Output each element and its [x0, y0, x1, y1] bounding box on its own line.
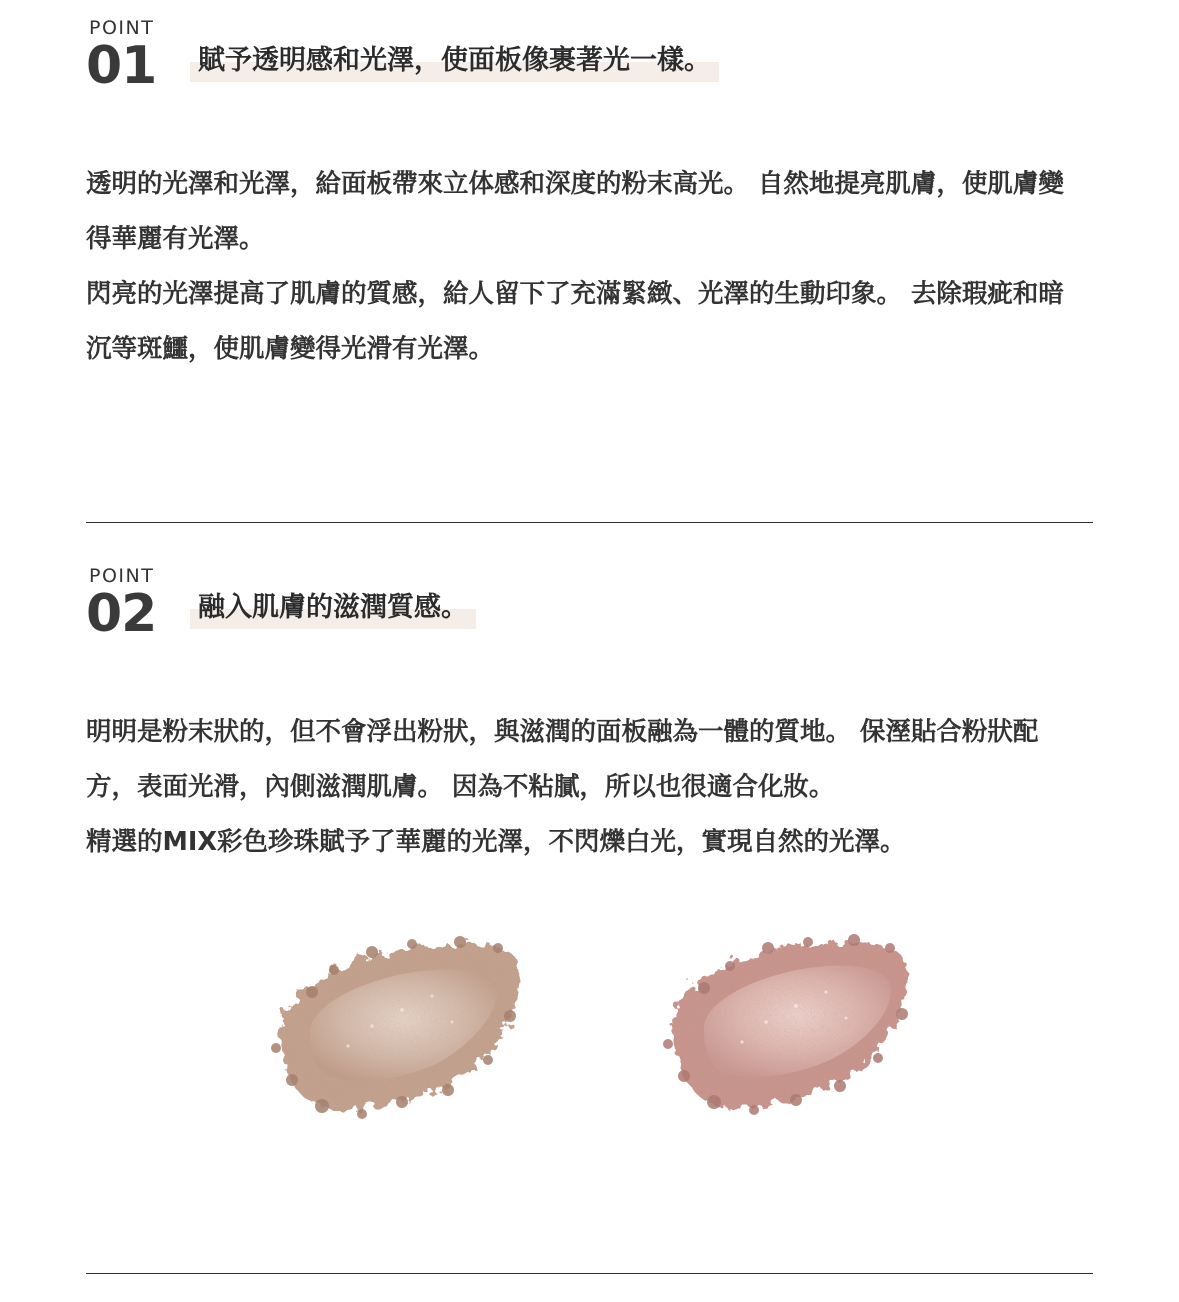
point-number: 02: [86, 584, 157, 644]
description-paragraph: 明明是粉末狀的，但不會浮出粉狀，與滋潤的面板融為一體的質地。 保溼貼合粉狀配方，表面光滑，內側滋潤肌膚。 因為不粘膩，所以也很適合化妝。: [86, 717, 1039, 802]
point-number: 01: [86, 36, 157, 96]
description-paragraph: 精選的MIX彩色珍珠賦予了華麗的光澤，不閃爍白光，實現自然的光澤。: [86, 827, 906, 857]
powder-swatch-pink: [650, 930, 925, 1125]
point-02-section: [86, 0, 1093, 1302]
headline-text: 融入肌膚的滋潤質感。: [198, 592, 468, 623]
description-paragraph: 閃亮的光澤提高了肌膚的質感，給人留下了充滿緊緻、光澤的生動印象。 去除瑕疵和暗沉等斑鱷，使肌膚變得光滑有光澤。: [86, 279, 1064, 364]
section-divider: [86, 1273, 1093, 1274]
powder-swatch-beige: [252, 930, 537, 1125]
point-description: [86, 705, 1086, 870]
point-headline: [190, 591, 476, 625]
description-paragraph: 透明的光澤和光澤，給面板帶來立体感和深度的粉末高光。 自然地提亮肌膚，使肌膚變得華麗有光澤。: [86, 169, 1064, 254]
point-label: POINT: [89, 17, 155, 39]
point-label: POINT: [89, 565, 155, 587]
headline-text: 賦予透明感和光澤，使面板像裹著光一樣。: [198, 45, 711, 76]
